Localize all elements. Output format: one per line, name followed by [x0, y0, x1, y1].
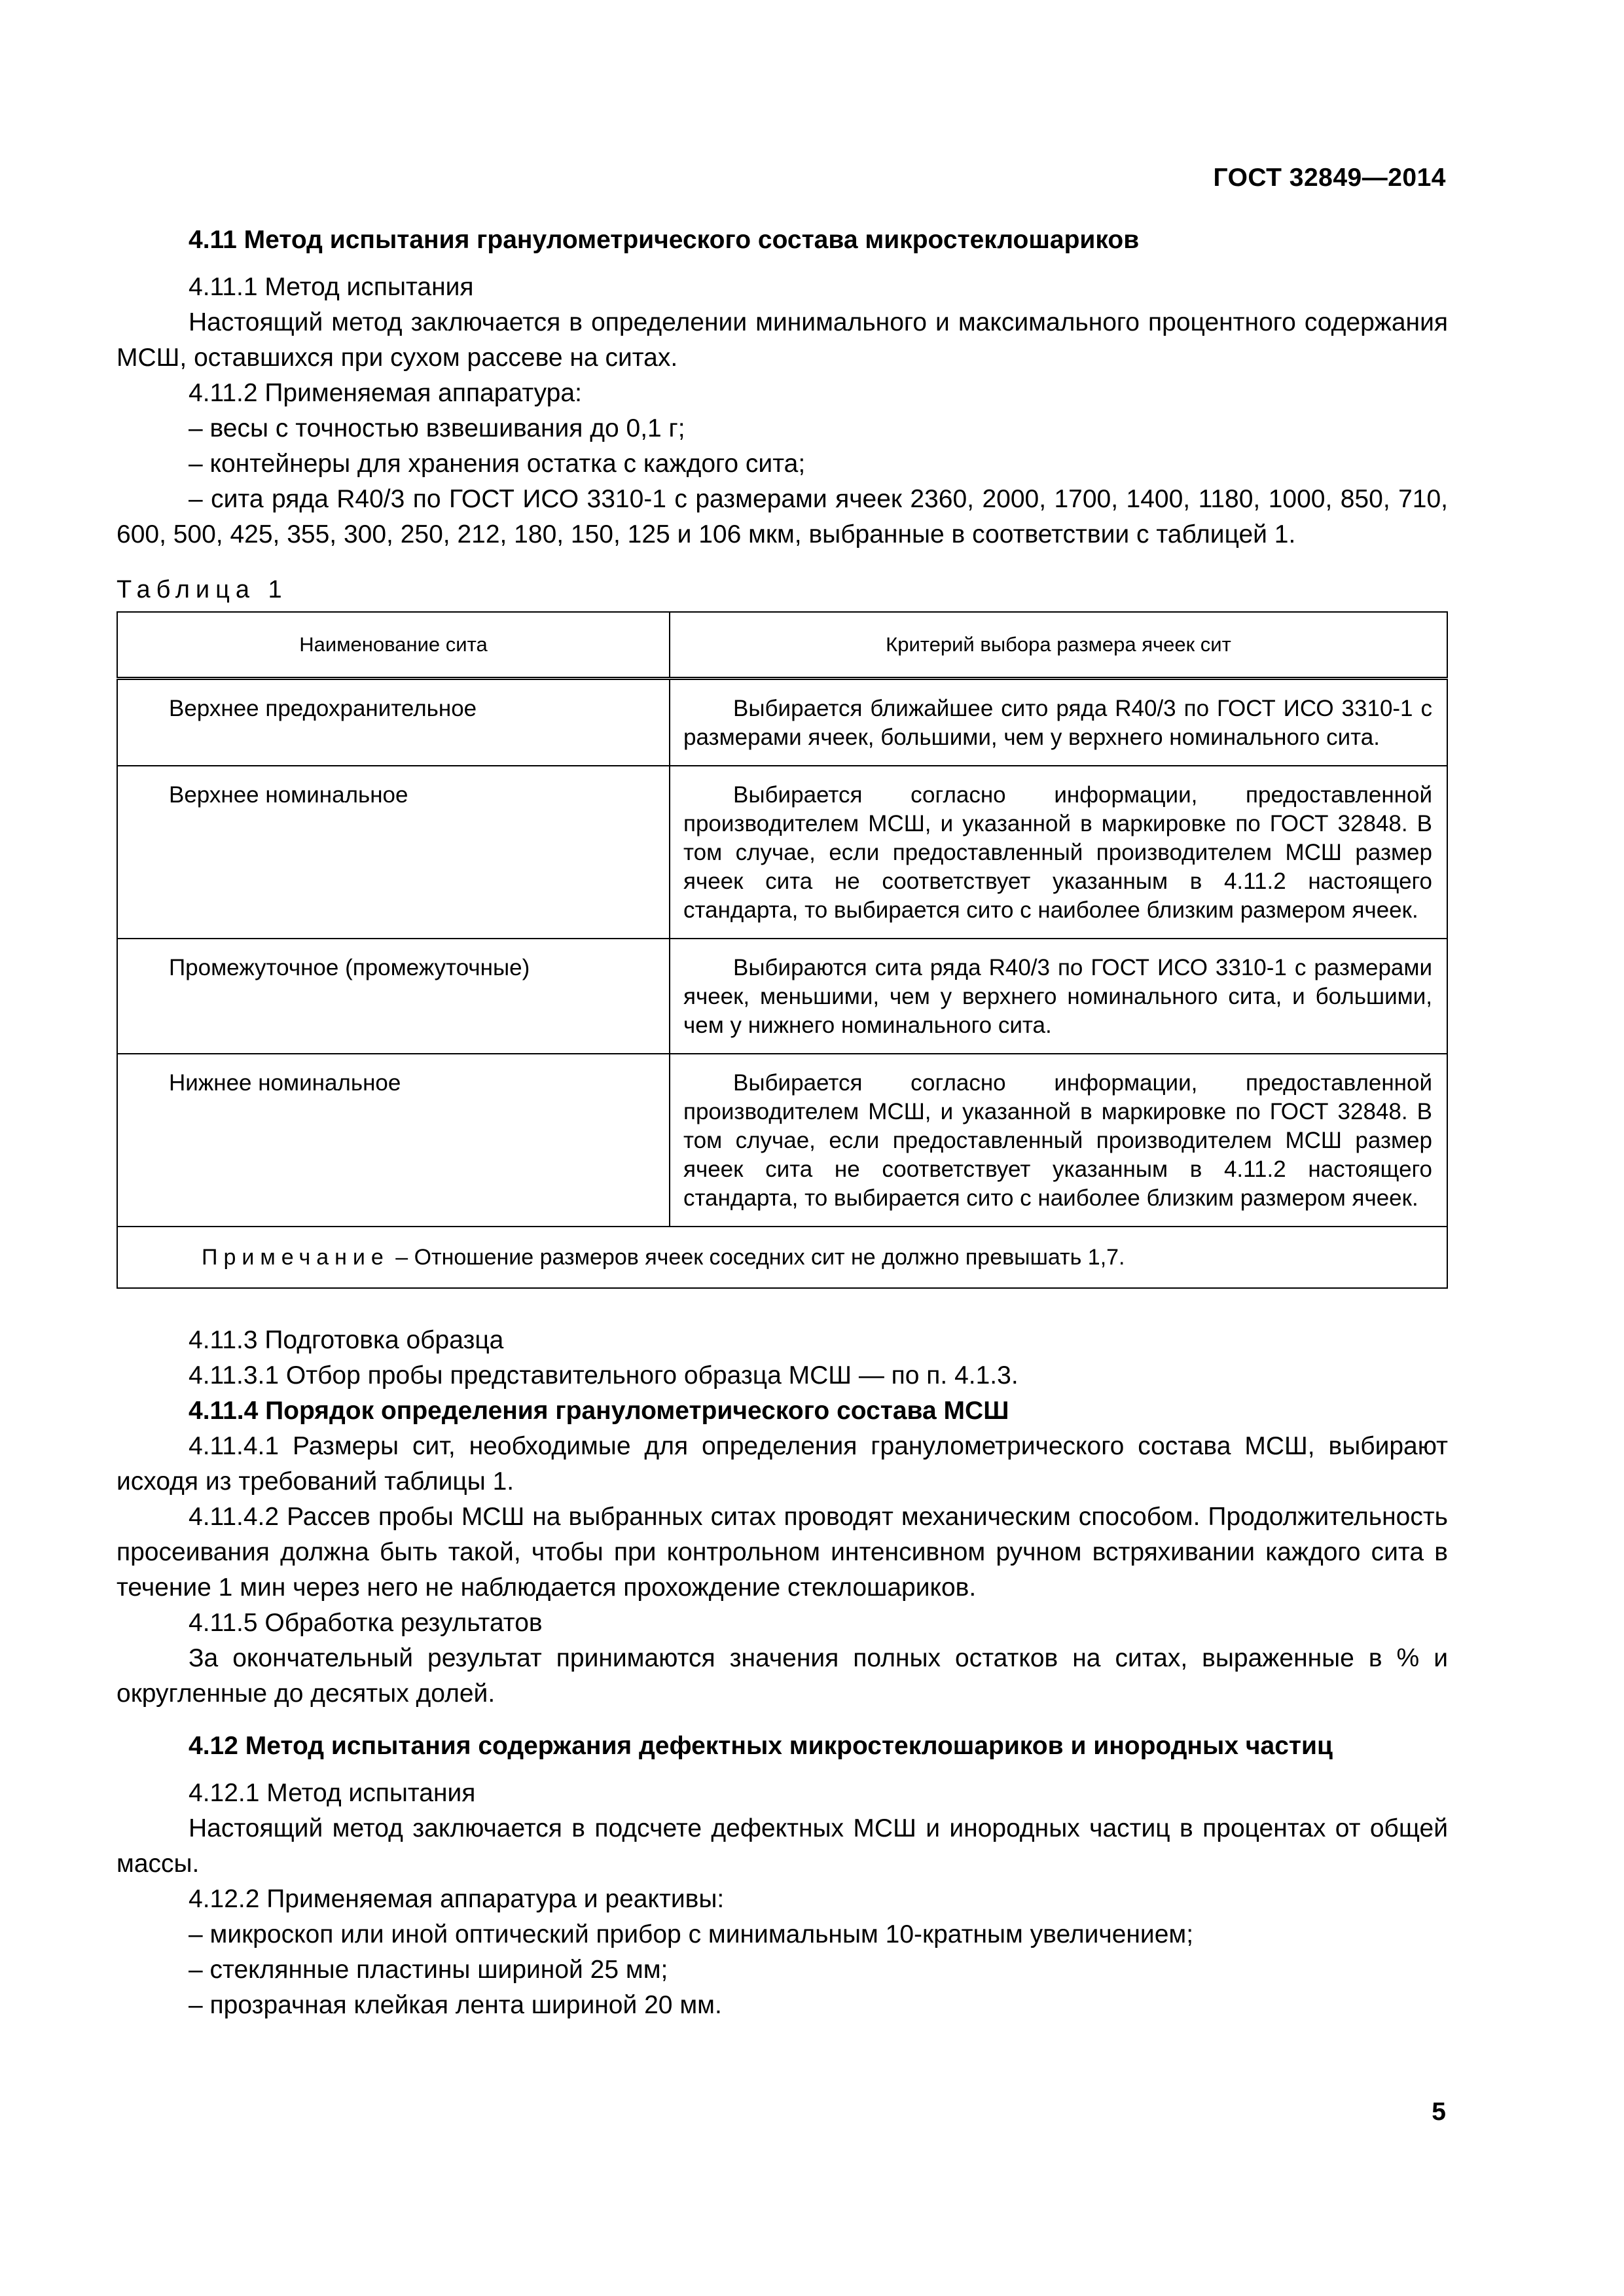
standard-code-header: ГОСТ 32849—2014 — [1213, 164, 1446, 192]
table-header-criterion: Критерий выбора размера ячеек сит — [670, 612, 1447, 679]
section-4-11-title: 4.11 Метод испытания гранулометрического состава микростеклошариков — [189, 226, 1140, 254]
table-row — [117, 939, 1447, 1054]
table-row — [117, 1054, 1447, 1227]
table-cell-criterion: Выбирается согласно информации, предоставленной производителем МСШ, и указанной в маркировке по ГОСТ 32848. В том случае, если предоставленный производителем МСШ размер ячеек сита не соответствует указанным в 4.11.2 настоящего стандарта, то выбирается сито с наиболее близким размером ячеек. — [670, 766, 1447, 939]
page-number: 5 — [1432, 2098, 1446, 2126]
para-4-11-4-heading: 4.11.4 Порядок определения гранулометрического состава МСШ — [189, 1397, 1009, 1425]
para-4-11-3: 4.11.3 Подготовка образца — [189, 1326, 504, 1354]
table-row — [117, 679, 1447, 766]
list-item-containers: – контейнеры для хранения остатка с каждого сита; — [189, 450, 806, 478]
note-text: – Отношение размеров ячеек соседних сит не должно превышать 1,7. — [389, 1245, 1125, 1270]
table-cell-criterion: Выбираются сита ряда R40/3 по ГОСТ ИСО 3310-1 с размерами ячеек, меньшими, чем у верхнего номинального сита, и большими, чем у нижнего номинального сита. — [670, 939, 1447, 1054]
para-4-11-3-1: 4.11.3.1 Отбор пробы представительного образца МСШ — по п. 4.1.3. — [189, 1361, 1019, 1390]
table-note-row — [117, 1227, 1447, 1288]
para-4-11-1: 4.11.1 Метод испытания — [189, 273, 474, 301]
list-item-sieves: – сита ряда R40/3 по ГОСТ ИСО 3310-1 с размерами ячеек 2360, 2000, 1700, 1400, 1180, 1000, 850, 710, 600, 500, 425, 355, 300, 250, 212, 180, 150, 125 и 106 мкм, выбранные в соответствии с таблицей 1. — [117, 485, 1448, 548]
section-4-12-title: 4.12 Метод испытания содержания дефектных микростеклошариков и инородных частиц — [189, 1732, 1333, 1760]
para-result: За окончательный результат принимаются значения полных остатков на ситах, выраженные в % и округленные до десятых долей. — [117, 1644, 1448, 1708]
para-method-description: Настоящий метод заключается в определении минимального и максимального процентного содержания МСШ, оставшихся при сухом рассеве на ситах. — [117, 308, 1448, 372]
table-cell-sieve-name: Промежуточное (промежуточные) — [117, 939, 670, 1054]
table-cell-sieve-name: Верхнее номинальное — [117, 766, 670, 939]
table-caption: Таблица 1 — [117, 576, 288, 603]
para-4-11-4-2: 4.11.4.2 Рассев пробы МСШ на выбранных ситах проводят механическим способом. Продолжительность просеивания должна быть такой, чтобы при контрольном интенсивном ручном встряхивании каждого сита в течение 1 мин через него не наблюдается прохождение стеклошариков. — [117, 1503, 1448, 1602]
list-item-scales: – весы с точностью взвешивания до 0,1 г; — [189, 414, 685, 442]
sieve-selection-table — [117, 611, 1448, 1289]
table-cell-criterion: Выбирается ближайшее сито ряда R40/3 по ГОСТ ИСО 3310-1 с размерами ячеек, большими, чем у верхнего номинального сита. — [670, 679, 1447, 766]
table-note — [117, 1227, 1447, 1288]
page-content — [117, 223, 1448, 2023]
list-item-microscope: – микроскоп или иной оптический прибор с минимальным 10-кратным увеличением; — [189, 1920, 1194, 1948]
table-cell-sieve-name: Верхнее предохранительное — [117, 679, 670, 766]
para-4-12-method: Настоящий метод заключается в подсчете дефектных МСШ и инородных частиц в процентах от общей массы. — [117, 1814, 1448, 1878]
para-4-12-2: 4.12.2 Применяемая аппаратура и реактивы: — [189, 1885, 725, 1913]
para-4-11-5: 4.11.5 Обработка результатов — [189, 1609, 543, 1637]
para-4-12-1: 4.12.1 Метод испытания — [189, 1779, 476, 1807]
para-4-11-4-1: 4.11.4.1 Размеры сит, необходимые для определения гранулометрического состава МСШ, выбирают исходя из требований таблицы 1. — [117, 1432, 1448, 1496]
list-item-adhesive-tape: – прозрачная клейкая лента шириной 20 мм. — [189, 1991, 722, 2019]
table-cell-criterion: Выбирается согласно информации, предоставленной производителем МСШ, и указанной в маркировке по ГОСТ 32848. В том случае, если предоставленный производителем МСШ размер ячеек сита не соответствует указанным в 4.11.2 настоящего стандарта, то выбирается сито с наиболее близким размером ячеек. — [670, 1054, 1447, 1227]
table-row — [117, 766, 1447, 939]
table-cell-sieve-name: Нижнее номинальное — [117, 1054, 670, 1227]
para-4-11-2: 4.11.2 Применяемая аппаратура: — [189, 379, 582, 407]
note-label: Примечание — [202, 1245, 389, 1270]
table-header-sieve-name: Наименование сита — [117, 612, 670, 679]
list-item-glass-plates: – стеклянные пластины шириной 25 мм; — [189, 1956, 668, 1984]
table-header-row — [117, 612, 1447, 679]
